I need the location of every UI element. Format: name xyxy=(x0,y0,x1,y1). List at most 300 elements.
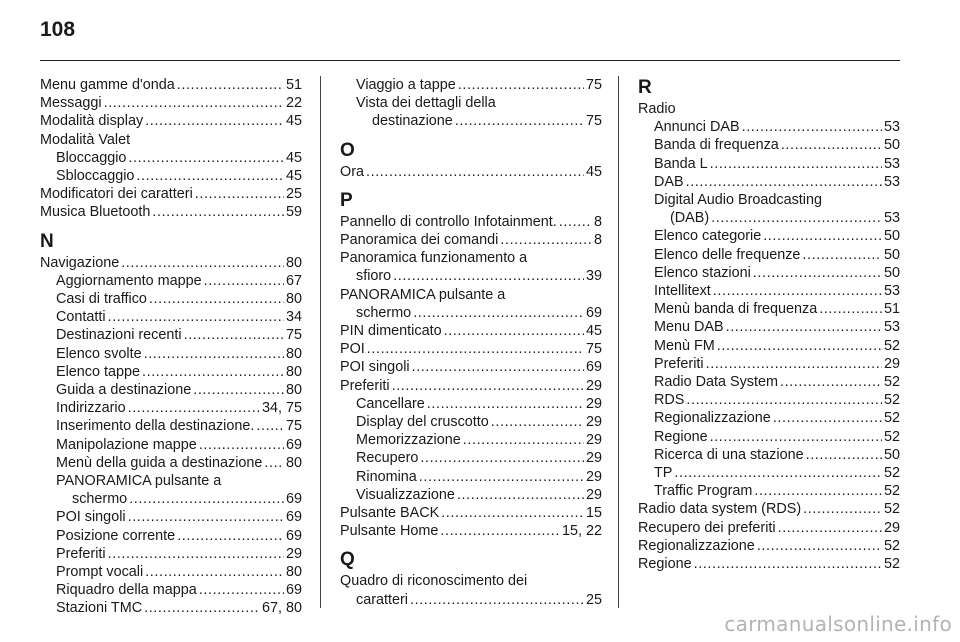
index-subentry xyxy=(40,527,302,545)
entry-label: Posizione corrente xyxy=(56,527,176,544)
index-subentry xyxy=(638,191,900,227)
entry-label-line: Panoramica funzionamento a xyxy=(340,250,528,267)
dot-leader xyxy=(742,118,882,136)
dot-leader xyxy=(256,417,284,435)
entry-label: Pulsante BACK xyxy=(340,505,440,522)
index-subentry xyxy=(40,272,302,290)
dot-leader xyxy=(264,454,284,472)
entry-label: sfioro xyxy=(356,268,392,285)
page-reference: 53 xyxy=(883,283,900,300)
index-subentry xyxy=(340,431,602,449)
page-reference: 53 xyxy=(883,210,900,227)
entry-label: Radio Data System xyxy=(654,374,778,391)
entry-label: Inserimento della destinazione. xyxy=(56,418,255,435)
index-subentry xyxy=(638,300,900,318)
dot-leader xyxy=(419,468,584,486)
index-letter: P xyxy=(340,189,353,211)
entry-row xyxy=(340,163,602,181)
page-reference: 45 xyxy=(585,163,602,180)
entry-label: Traffic Program xyxy=(654,483,753,500)
index-subentry xyxy=(40,581,302,599)
entry-label: schermo xyxy=(356,304,412,321)
entry-row xyxy=(340,591,602,609)
entry-label: Manipolazione mappe xyxy=(56,436,197,453)
dot-leader xyxy=(136,167,284,185)
index-column-3 xyxy=(638,76,900,573)
dot-leader xyxy=(184,326,284,344)
index-entry xyxy=(40,112,302,130)
entry-row xyxy=(40,185,302,203)
dot-leader xyxy=(717,337,882,355)
index-subentry xyxy=(40,508,302,526)
entry-label: schermo xyxy=(72,491,128,508)
dot-leader xyxy=(753,264,882,282)
page-reference: 80 xyxy=(285,454,302,471)
entry-row xyxy=(654,136,900,154)
page-reference: 8 xyxy=(593,213,602,230)
page-reference: 53 xyxy=(883,119,900,136)
entry-label: Regione xyxy=(654,428,708,445)
entry-row xyxy=(56,508,302,526)
page-reference: 45 xyxy=(285,113,302,130)
page-reference: 52 xyxy=(883,392,900,409)
index-subentry xyxy=(638,373,900,391)
index-subentry xyxy=(638,246,900,264)
index-subentry xyxy=(40,417,302,435)
page-reference: 50 xyxy=(883,264,900,281)
entry-row xyxy=(340,504,602,522)
index-entry xyxy=(40,254,302,272)
entry-label: Banda L xyxy=(654,155,708,172)
page-reference: 52 xyxy=(883,537,900,554)
dot-leader xyxy=(177,527,284,545)
page-reference: 52 xyxy=(883,374,900,391)
page-reference: 75 xyxy=(285,418,302,435)
page-reference: 8 xyxy=(593,232,602,249)
index-letter: Q xyxy=(340,549,355,571)
entry-row xyxy=(56,599,302,617)
entry-row xyxy=(56,399,302,417)
dot-leader xyxy=(367,340,584,358)
index-entry xyxy=(340,358,602,376)
entry-label: Sbloccaggio xyxy=(56,168,135,185)
page-reference: 69 xyxy=(285,491,302,508)
entry-row xyxy=(654,409,900,427)
index-entry xyxy=(340,286,602,322)
index-subentry xyxy=(638,118,900,136)
dot-leader xyxy=(199,581,284,599)
dot-leader xyxy=(713,282,882,300)
page-reference: 80 xyxy=(285,345,302,362)
index-entry xyxy=(340,340,602,358)
entry-label-line: PANORAMICA pulsante a xyxy=(340,286,506,303)
entry-row xyxy=(654,118,900,136)
page-reference: 52 xyxy=(883,501,900,518)
page-reference: 34, 75 xyxy=(261,400,302,417)
entry-row xyxy=(654,318,900,336)
entry-label: Elenco stazioni xyxy=(654,264,751,281)
index-entry xyxy=(638,555,900,573)
index-subentry xyxy=(40,345,302,363)
index-subentry xyxy=(638,264,900,282)
page-number: 108 xyxy=(40,18,76,41)
dot-leader xyxy=(410,591,584,609)
page-reference: 75 xyxy=(585,77,602,93)
entry-row xyxy=(654,355,900,373)
entry-row xyxy=(56,563,302,581)
entry-label: Messaggi xyxy=(40,95,102,112)
dot-leader xyxy=(440,522,560,540)
entry-row xyxy=(340,304,602,322)
dot-leader xyxy=(129,490,284,508)
dot-leader xyxy=(463,431,584,449)
dot-leader xyxy=(144,345,284,363)
dot-leader xyxy=(803,500,882,518)
dot-leader xyxy=(444,322,584,340)
page-reference: 80 xyxy=(285,291,302,308)
entry-row xyxy=(56,527,302,545)
dot-leader xyxy=(441,504,584,522)
page-reference: 15, 22 xyxy=(561,523,602,540)
index-subentry xyxy=(40,149,302,167)
entry-row xyxy=(340,358,602,376)
entry-label: destinazione xyxy=(372,113,453,130)
page-reference: 80 xyxy=(285,254,302,271)
dot-leader xyxy=(412,358,584,376)
dot-leader xyxy=(500,231,592,249)
dot-leader xyxy=(392,377,584,395)
page-reference: 25 xyxy=(285,186,302,203)
index-subentry xyxy=(638,409,900,427)
dot-leader xyxy=(694,555,882,573)
page-reference: 29 xyxy=(585,395,602,412)
entry-label: POI xyxy=(340,341,365,358)
entry-label: Preferiti xyxy=(340,377,390,394)
page-reference: 80 xyxy=(285,382,302,399)
dot-leader xyxy=(458,76,584,94)
dot-leader xyxy=(145,563,284,581)
entry-label: Menù banda di frequenza xyxy=(654,301,818,318)
entry-label: Radio xyxy=(638,101,676,117)
entry-row xyxy=(56,272,302,290)
page-reference: 29 xyxy=(585,377,602,394)
entry-row xyxy=(356,468,602,486)
page-reference: 52 xyxy=(883,337,900,354)
page-reference: 29 xyxy=(585,468,602,485)
entry-label: Preferiti xyxy=(654,355,704,372)
entry-label: Ora xyxy=(340,163,364,180)
index-letter: N xyxy=(40,230,54,252)
index-entry xyxy=(340,163,602,181)
page-reference: 50 xyxy=(883,446,900,463)
entry-row xyxy=(654,282,900,300)
page-reference: 15 xyxy=(585,505,602,522)
entry-label: Intellitext xyxy=(654,283,711,300)
entry-label: Modalità Valet xyxy=(40,131,131,148)
dot-leader xyxy=(686,173,882,191)
entry-label: Visualizzazione xyxy=(356,486,455,503)
entry-label: Elenco tappe xyxy=(56,363,141,380)
entry-label: Rinomina xyxy=(356,468,417,485)
entry-row xyxy=(356,112,602,130)
page-reference: 34 xyxy=(285,309,302,326)
index-subentry xyxy=(340,395,602,413)
entry-label: Contatti xyxy=(56,309,106,326)
page-reference: 75 xyxy=(285,327,302,344)
entry-row xyxy=(56,326,302,344)
index-entry xyxy=(638,519,900,537)
index-subentry xyxy=(40,436,302,454)
entry-row xyxy=(340,340,602,358)
index-subentry xyxy=(340,94,602,130)
index-subentry xyxy=(638,337,900,355)
page-reference: 29 xyxy=(585,486,602,503)
index-entry xyxy=(340,249,602,285)
dot-leader xyxy=(754,482,882,500)
entry-label: Recupero dei preferiti xyxy=(638,519,776,536)
dot-leader xyxy=(128,508,284,526)
index-column-1 xyxy=(40,76,302,618)
index-subentry xyxy=(638,464,900,482)
entry-row xyxy=(40,76,302,94)
page-reference: 51 xyxy=(883,301,900,318)
dot-leader xyxy=(177,76,284,94)
page-reference: 67 xyxy=(285,272,302,289)
entry-label: Regione xyxy=(638,556,692,573)
entry-row xyxy=(40,94,302,112)
dot-leader xyxy=(757,537,882,555)
entry-row xyxy=(654,464,900,482)
index-subentry xyxy=(40,363,302,381)
dot-leader xyxy=(128,149,284,167)
entry-row xyxy=(356,431,602,449)
entry-label: Menù FM xyxy=(654,337,715,354)
dot-leader xyxy=(142,363,284,381)
dot-leader xyxy=(108,308,284,326)
entry-row xyxy=(56,381,302,399)
dot-leader xyxy=(773,409,882,427)
entry-label: DAB xyxy=(654,173,684,190)
entry-label: Indirizzario xyxy=(56,400,126,417)
entry-label: Menù della guida a destinazione xyxy=(56,454,263,471)
column-divider xyxy=(320,76,321,608)
entry-row xyxy=(56,167,302,185)
entry-row xyxy=(356,76,602,94)
entry-label: TP xyxy=(654,465,673,482)
index-subentry xyxy=(40,308,302,326)
entry-row xyxy=(340,213,602,231)
entry-label: Navigazione xyxy=(40,254,120,271)
entry-row xyxy=(654,227,900,245)
index-entry xyxy=(340,572,602,608)
page-reference: 59 xyxy=(285,204,302,221)
page-reference: 29 xyxy=(883,355,900,372)
index-column-2 xyxy=(340,76,602,609)
entry-label: RDS xyxy=(654,392,685,409)
index-entry xyxy=(638,100,900,118)
entry-row xyxy=(340,522,602,540)
page-reference: 52 xyxy=(883,556,900,573)
entry-row xyxy=(40,112,302,130)
entry-label: Cancellare xyxy=(356,395,425,412)
entry-label: Modalità display xyxy=(40,113,144,130)
dot-leader xyxy=(674,464,882,482)
index-subentry xyxy=(340,413,602,431)
dot-leader xyxy=(763,227,882,245)
index-entry xyxy=(638,500,900,518)
page-reference: 53 xyxy=(883,155,900,172)
dot-leader xyxy=(195,185,284,203)
dot-leader xyxy=(145,112,284,130)
page-reference: 75 xyxy=(585,341,602,358)
dot-leader xyxy=(427,395,584,413)
entry-row xyxy=(654,337,900,355)
entry-label: Casi di traffico xyxy=(56,291,147,308)
entry-label: POI singoli xyxy=(340,359,410,376)
dot-leader xyxy=(393,267,584,285)
index-subentry xyxy=(40,381,302,399)
entry-row xyxy=(340,377,602,395)
index-entry xyxy=(340,322,602,340)
index-entry xyxy=(340,522,602,540)
entry-label-line: PANORAMICA pulsante a xyxy=(56,473,222,490)
entry-row xyxy=(56,149,302,167)
dot-leader xyxy=(128,399,260,417)
dot-leader xyxy=(806,446,882,464)
entry-row xyxy=(340,267,602,285)
entry-row xyxy=(40,254,302,272)
dot-leader xyxy=(121,254,284,272)
dot-leader xyxy=(778,519,882,537)
page-reference: 39 xyxy=(585,268,602,285)
page-reference: 29 xyxy=(585,432,602,449)
entry-label: Riquadro della mappa xyxy=(56,582,197,599)
dot-leader xyxy=(455,112,584,130)
entry-row xyxy=(56,436,302,454)
index-letter: O xyxy=(340,139,355,161)
entry-label: (DAB) xyxy=(670,210,710,227)
entry-row xyxy=(654,482,900,500)
index-subentry xyxy=(40,472,302,508)
page-reference: 67, 80 xyxy=(261,600,302,617)
page-reference: 45 xyxy=(285,168,302,185)
entry-label-line: Vista dei dettagli della xyxy=(356,95,496,112)
page-reference: 52 xyxy=(883,465,900,482)
index-subentry xyxy=(340,468,602,486)
page-reference: 22 xyxy=(285,95,302,112)
page-reference: 29 xyxy=(883,519,900,536)
entry-label: Bloccaggio xyxy=(56,149,127,166)
page-reference: 29 xyxy=(285,545,302,562)
index-subentry xyxy=(40,454,302,472)
entry-label: Musica Bluetooth xyxy=(40,204,151,221)
entry-row xyxy=(356,413,602,431)
index-entry xyxy=(340,231,602,249)
entry-row xyxy=(56,490,302,508)
index-subentry xyxy=(40,167,302,185)
dot-leader xyxy=(204,272,284,290)
entry-row xyxy=(56,363,302,381)
entry-label: Modificatori dei caratteri xyxy=(40,186,193,203)
dot-leader xyxy=(780,373,882,391)
entry-label: Elenco categorie xyxy=(654,228,762,245)
entry-label: caratteri xyxy=(356,591,408,608)
entry-label: Memorizzazione xyxy=(356,432,461,449)
index-entry xyxy=(40,131,302,149)
entry-row xyxy=(340,231,602,249)
dot-leader xyxy=(706,355,882,373)
index-subentry xyxy=(638,355,900,373)
entry-row xyxy=(654,373,900,391)
entry-row xyxy=(638,555,900,573)
index-subentry xyxy=(638,136,900,154)
column-divider xyxy=(618,76,619,608)
entry-row xyxy=(356,449,602,467)
entry-label: Regionalizzazione xyxy=(654,410,771,427)
page-reference: 75 xyxy=(585,113,602,130)
dot-leader xyxy=(819,300,882,318)
index-entry xyxy=(638,537,900,555)
page-reference: 69 xyxy=(285,527,302,544)
page-reference: 80 xyxy=(285,363,302,380)
index-subentry xyxy=(638,428,900,446)
header-rule xyxy=(40,60,900,61)
entry-row xyxy=(654,246,900,264)
dot-leader xyxy=(104,94,284,112)
page-reference: 45 xyxy=(285,149,302,166)
entry-row xyxy=(638,500,900,518)
dot-leader xyxy=(491,413,584,431)
entry-row xyxy=(638,519,900,537)
page-reference: 51 xyxy=(285,77,302,93)
entry-label: Menu DAB xyxy=(654,319,724,336)
entry-label: Destinazioni recenti xyxy=(56,327,182,344)
index-subentry xyxy=(40,545,302,563)
entry-row xyxy=(654,446,900,464)
entry-row xyxy=(56,290,302,308)
dot-leader xyxy=(781,136,882,154)
index-entry xyxy=(340,377,602,395)
entry-row xyxy=(654,428,900,446)
index-letter: R xyxy=(638,77,652,98)
dot-leader xyxy=(152,203,284,221)
page-reference: 53 xyxy=(883,173,900,190)
page-reference: 52 xyxy=(883,428,900,445)
entry-row xyxy=(56,545,302,563)
dot-leader xyxy=(144,599,260,617)
entry-row xyxy=(356,395,602,413)
page-reference: 52 xyxy=(883,410,900,427)
page-reference: 45 xyxy=(585,323,602,340)
dot-leader xyxy=(726,318,882,336)
page-reference: 69 xyxy=(585,304,602,321)
dot-leader xyxy=(457,486,584,504)
entry-row xyxy=(56,345,302,363)
index-entry xyxy=(340,504,602,522)
entry-row xyxy=(638,537,900,555)
entry-label: Banda di frequenza xyxy=(654,137,779,154)
dot-leader xyxy=(366,163,584,181)
entry-row xyxy=(654,155,900,173)
entry-label: Elenco svolte xyxy=(56,345,142,362)
page-reference: 50 xyxy=(883,246,900,263)
dot-leader xyxy=(710,155,882,173)
entry-label: Viaggio a tappe xyxy=(356,77,456,93)
entry-label: Pulsante Home xyxy=(340,523,439,540)
entry-label-line: Quadro di riconoscimento dei xyxy=(340,573,528,590)
entry-row xyxy=(56,308,302,326)
entry-label: Aggiornamento mappe xyxy=(56,272,202,289)
